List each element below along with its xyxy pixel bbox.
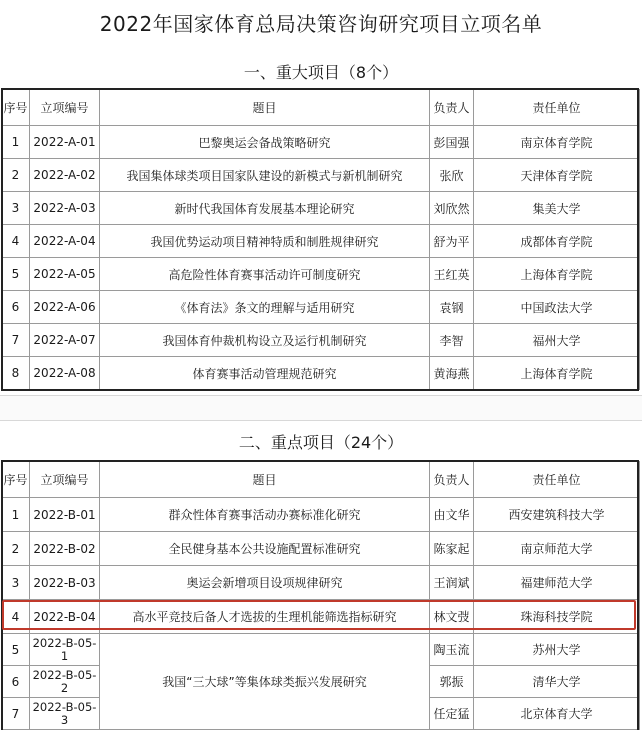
cell-code: 2022-B-01 bbox=[30, 498, 100, 532]
cell-lead: 张欣 bbox=[430, 159, 474, 192]
cell-code: 2022-B-05-3 bbox=[30, 698, 100, 730]
column-header: 立项编号 bbox=[30, 462, 100, 498]
cell-lead: 陶玉流 bbox=[430, 634, 474, 666]
cell-lead: 刘欣然 bbox=[430, 192, 474, 225]
cell-code: 2022-B-05-2 bbox=[30, 666, 100, 698]
section-divider bbox=[0, 395, 642, 421]
cell-topic: 奥运会新增项目设项规律研究 bbox=[100, 566, 430, 600]
table-row bbox=[2, 634, 640, 666]
cell-code: 2022-B-05-1 bbox=[30, 634, 100, 666]
cell-unit: 天津体育学院 bbox=[474, 159, 640, 192]
table-row bbox=[2, 126, 640, 159]
cell-topic: 全民健身基本公共设施配置标准研究 bbox=[100, 532, 430, 566]
cell-unit: 西安建筑科技大学 bbox=[474, 498, 640, 532]
cell-unit: 南京体育学院 bbox=[474, 126, 640, 159]
table-row bbox=[2, 566, 640, 600]
cell-topic: 高危险性体育赛事活动许可制度研究 bbox=[100, 258, 430, 291]
cell-unit: 苏州大学 bbox=[474, 634, 640, 666]
table-row bbox=[2, 357, 640, 390]
table-row bbox=[2, 159, 640, 192]
cell-code: 2022-A-04 bbox=[30, 225, 100, 258]
cell-code: 2022-A-01 bbox=[30, 126, 100, 159]
table-row bbox=[2, 532, 640, 566]
table-row bbox=[2, 324, 640, 357]
cell-topic: 我国体育仲裁机构设立及运行机制研究 bbox=[100, 324, 430, 357]
cell-code: 2022-A-05 bbox=[30, 258, 100, 291]
column-header: 题目 bbox=[100, 90, 430, 126]
cell-no: 2 bbox=[2, 532, 30, 566]
major-projects-table bbox=[1, 89, 640, 390]
cell-lead: 任定猛 bbox=[430, 698, 474, 730]
cell-topic: 群众性体育赛事活动办赛标准化研究 bbox=[100, 498, 430, 532]
section-heading-major: 一、重大项目（8个） bbox=[243, 63, 399, 82]
cell-topic-merged: 我国“三大球”等集体球类振兴发展研究 bbox=[100, 634, 430, 730]
cell-no: 5 bbox=[2, 634, 30, 666]
cell-no: 1 bbox=[2, 126, 30, 159]
table-header-row bbox=[2, 462, 640, 498]
table-row bbox=[2, 225, 640, 258]
cell-code: 2022-B-02 bbox=[30, 532, 100, 566]
cell-code: 2022-B-04 bbox=[30, 600, 100, 634]
cell-unit: 清华大学 bbox=[474, 666, 640, 698]
cell-topic: 高水平竞技后备人才选拔的生理机能筛选指标研究 bbox=[100, 600, 430, 634]
cell-unit: 中国政法大学 bbox=[474, 291, 640, 324]
cell-code: 2022-A-07 bbox=[30, 324, 100, 357]
cell-unit: 北京体育大学 bbox=[474, 698, 640, 730]
cell-lead: 郭振 bbox=[430, 666, 474, 698]
section-heading-key: 二、重点项目（24个） bbox=[238, 433, 404, 452]
cell-unit: 上海体育学院 bbox=[474, 258, 640, 291]
cell-no: 7 bbox=[2, 324, 30, 357]
cell-lead: 彭国强 bbox=[430, 126, 474, 159]
column-header: 责任单位 bbox=[474, 90, 640, 126]
cell-no: 3 bbox=[2, 192, 30, 225]
cell-no: 4 bbox=[2, 225, 30, 258]
key-projects-table bbox=[1, 461, 640, 730]
cell-unit: 南京师范大学 bbox=[474, 532, 640, 566]
table-row bbox=[2, 291, 640, 324]
cell-no: 6 bbox=[2, 666, 30, 698]
cell-code: 2022-B-03 bbox=[30, 566, 100, 600]
cell-unit: 珠海科技学院 bbox=[474, 600, 640, 634]
cell-lead: 王红英 bbox=[430, 258, 474, 291]
cell-no: 5 bbox=[2, 258, 30, 291]
cell-topic: 我国优势运动项目精神特质和制胜规律研究 bbox=[100, 225, 430, 258]
table-row bbox=[2, 192, 640, 225]
column-header: 序号 bbox=[2, 462, 30, 498]
table-row bbox=[2, 258, 640, 291]
cell-topic: 体育赛事活动管理规范研究 bbox=[100, 357, 430, 390]
cell-lead: 李智 bbox=[430, 324, 474, 357]
column-header: 负责人 bbox=[430, 90, 474, 126]
cell-no: 6 bbox=[2, 291, 30, 324]
cell-no: 2 bbox=[2, 159, 30, 192]
table-row-highlighted bbox=[2, 600, 640, 634]
cell-unit: 上海体育学院 bbox=[474, 357, 640, 390]
cell-unit: 福建师范大学 bbox=[474, 566, 640, 600]
cell-lead: 陈家起 bbox=[430, 532, 474, 566]
cell-no: 8 bbox=[2, 357, 30, 390]
table-header-row bbox=[2, 90, 640, 126]
cell-lead: 黄海燕 bbox=[430, 357, 474, 390]
cell-unit: 成都体育学院 bbox=[474, 225, 640, 258]
column-header: 立项编号 bbox=[30, 90, 100, 126]
cell-topic: 《体育法》条文的理解与适用研究 bbox=[100, 291, 430, 324]
cell-lead: 袁钢 bbox=[430, 291, 474, 324]
cell-topic: 巴黎奥运会备战策略研究 bbox=[100, 126, 430, 159]
cell-lead: 王润斌 bbox=[430, 566, 474, 600]
cell-code: 2022-A-08 bbox=[30, 357, 100, 390]
cell-code: 2022-A-02 bbox=[30, 159, 100, 192]
cell-unit: 集美大学 bbox=[474, 192, 640, 225]
cell-topic: 新时代我国体育发展基本理论研究 bbox=[100, 192, 430, 225]
column-header: 负责人 bbox=[430, 462, 474, 498]
column-header: 序号 bbox=[2, 90, 30, 126]
cell-no: 7 bbox=[2, 698, 30, 730]
cell-topic: 我国集体球类项目国家队建设的新模式与新机制研究 bbox=[100, 159, 430, 192]
table-row bbox=[2, 498, 640, 532]
cell-code: 2022-A-06 bbox=[30, 291, 100, 324]
cell-no: 4 bbox=[2, 600, 30, 634]
cell-lead: 舒为平 bbox=[430, 225, 474, 258]
column-header: 责任单位 bbox=[474, 462, 640, 498]
cell-lead: 林文弢 bbox=[430, 600, 474, 634]
cell-lead: 由文华 bbox=[430, 498, 474, 532]
document-title: 2022年国家体育总局决策咨询研究项目立项名单 bbox=[99, 12, 543, 36]
cell-no: 1 bbox=[2, 498, 30, 532]
cell-unit: 福州大学 bbox=[474, 324, 640, 357]
cell-code: 2022-A-03 bbox=[30, 192, 100, 225]
column-header: 题目 bbox=[100, 462, 430, 498]
cell-no: 3 bbox=[2, 566, 30, 600]
